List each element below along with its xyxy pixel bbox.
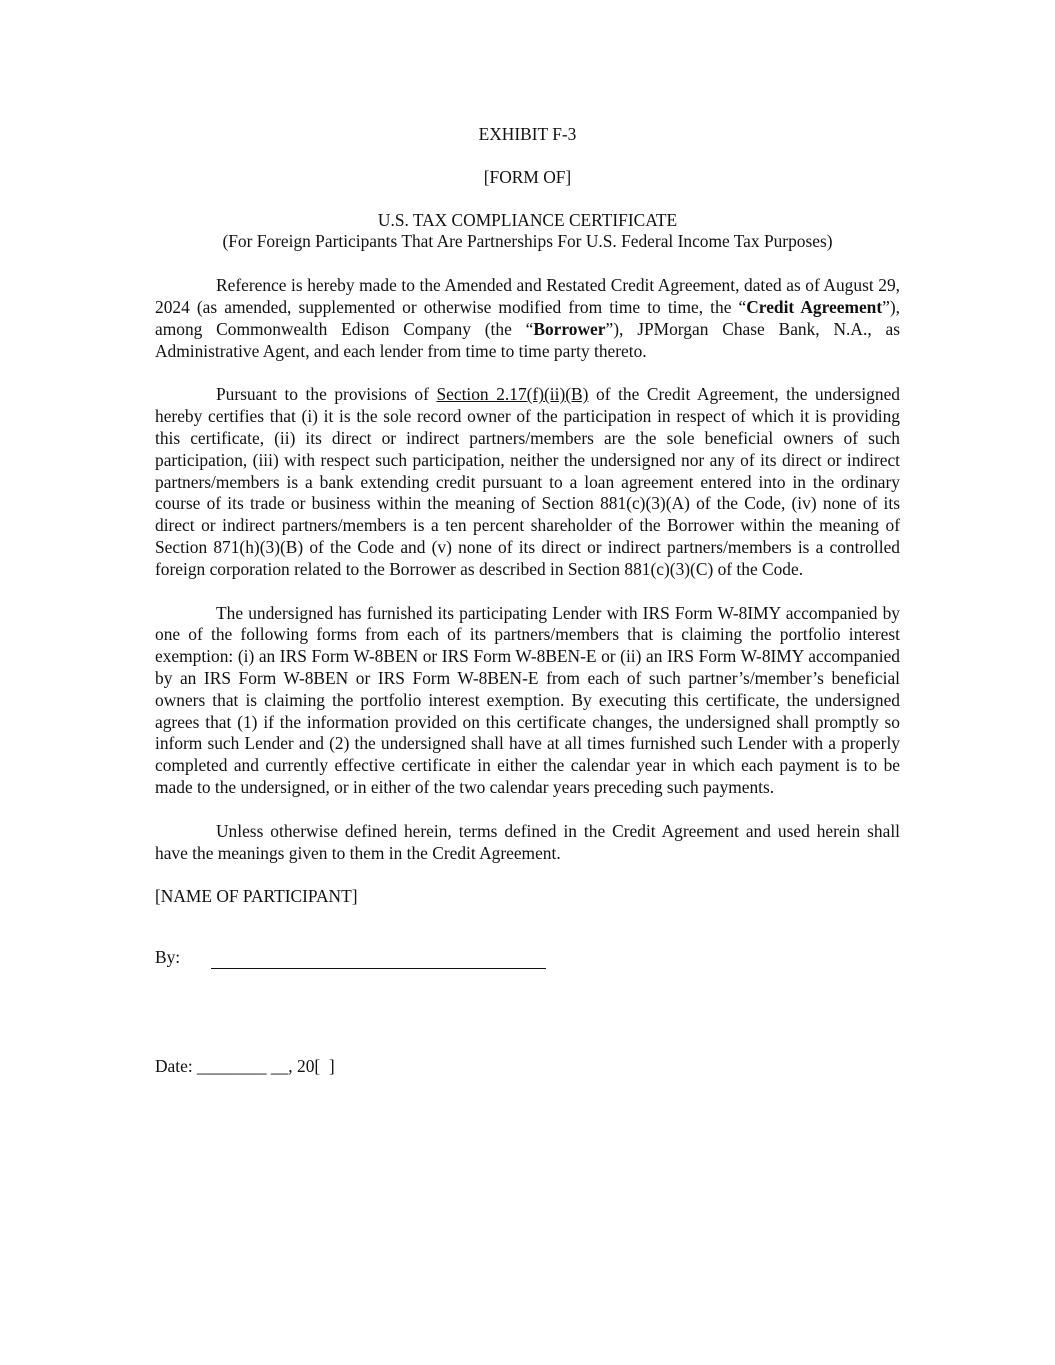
- paragraph-reference: [155, 275, 900, 362]
- section-reference: Section 2.17(f)(ii)(B): [436, 384, 589, 405]
- paragraph-forms: The undersigned has furnished its participating Lender with IRS Form W-8IMY accompanied by one of the following forms from each of its partners/members that is claiming the portfolio interest exemption: (i) an IRS Form W-8BEN or IRS Form W-8BEN-E or (ii) an IRS Form W-8IMY accompanied by an IRS Form W-8BEN or IRS Form W-8BEN-E from each of such partner’s/member’s beneficial owners that is claiming the portfolio interest exemption. By executing this certificate, the undersigned agrees that (1) if the information provided on this certificate changes, the undersigned shall promptly so inform such Lender and (2) the undersigned shall have at all times furnished such Lender with a properly completed and currently effective certificate in either the calendar year in which each payment is to be made to the undersigned, or in either of the two calendar years preceding such payments.: [155, 602, 900, 797]
- certificate-title: U.S. TAX COMPLIANCE CERTIFICATE: [377, 209, 678, 230]
- p2-text-c: of the Credit Agreement, the undersigned hereby certifies that (i) it is the sole record owner of the participation in respect of which it is providing this certificate, (ii) its direct or indirect partners/members are the sole beneficial owners of such participation, (iii) with respect such participation, neither the undersigned nor any of its direct or indirect partners/members is a bank extending credit pursuant to a loan agreement entered into in the ordinary course of its trade or business within the meaning of Section 881(c)(3)(A) of the Code, (iv) none of its direct or indirect partners/members is a ten percent shareholder of the Borrower within the meaning of Section 871(h)(3)(B) of the Code and (v) none of its direct or indirect partners/members is a controlled foreign corporation related to the Borrower as described in Section 881(c)(3)(C) of the Code.: [155, 384, 900, 579]
- by-label: By:: [155, 947, 181, 968]
- signature-row: [155, 947, 900, 969]
- borrower-term: Borrower: [533, 318, 606, 339]
- form-of-label: [FORM OF]: [483, 166, 572, 187]
- paragraph-definitions: Unless otherwise defined herein, terms defined in the Credit Agreement and used herein shall have the meanings given to them in the Credit Agreement.: [155, 820, 900, 863]
- date-line: Date: ________ __, 20[ ]: [155, 1056, 335, 1077]
- exhibit-label: EXHIBIT F-3: [478, 124, 577, 144]
- credit-agreement-term: Credit Agreement: [746, 296, 883, 317]
- p1-text-a: Reference is hereby made to the Amended and Restated Credit Agreement, dated as of August 29, 2024 (as amended, supplemented or otherwise modified from time to time, the “: [155, 275, 900, 317]
- p1-text-c: ”), among Commonwealth Edison Company (the “: [155, 296, 900, 339]
- paragraph-certification: [155, 384, 900, 580]
- participant-name: [NAME OF PARTICIPANT]: [155, 886, 358, 907]
- signature-line: [211, 968, 546, 969]
- p1-text-e: ”), JPMorgan Chase Bank, N.A., as Administrative Agent, and each lender from time to time party thereto.: [155, 318, 900, 361]
- p2-text-a: Pursuant to the provisions of: [216, 384, 437, 405]
- document-page: [155, 124, 900, 1078]
- certificate-subtitle: (For Foreign Participants That Are Partnerships For U.S. Federal Income Tax Purposes): [222, 231, 833, 252]
